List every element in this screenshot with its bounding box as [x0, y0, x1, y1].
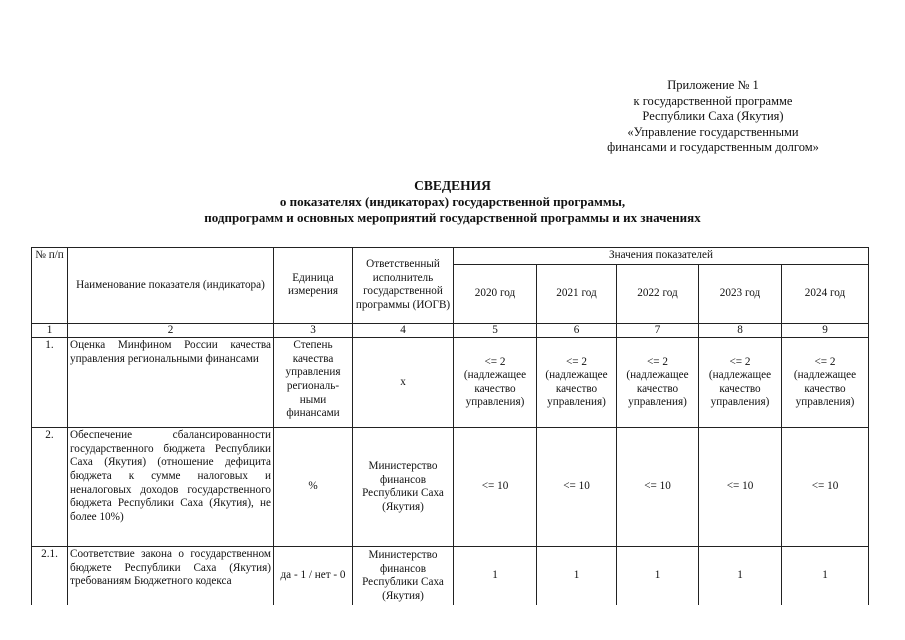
row-value: <= 10 — [617, 428, 699, 547]
table-row — [32, 338, 869, 428]
table-row — [32, 428, 869, 547]
row-name: Соответствие закона о государственном бюджете Республики Саха (Якутия) требованиям Бюджетного кодекса — [68, 547, 274, 606]
column-number: 2 — [68, 323, 274, 338]
indicators-table — [31, 247, 869, 605]
row-unit: Степень качества управления региональ-ными финансами — [274, 338, 353, 428]
header-name: Наименование показателя (индикатора) — [68, 248, 274, 324]
header-year: 2021 год — [537, 264, 617, 323]
row-num: 2.1. — [32, 547, 68, 606]
header-values-group: Значения показателей — [454, 248, 869, 265]
row-value: 1 — [699, 547, 782, 606]
appendix-line: «Управление государственными — [627, 124, 799, 139]
column-number: 4 — [353, 323, 454, 338]
appendix-line: финансами и государственным долгом» — [607, 140, 819, 154]
title-line-2: о показателях (индикаторах) государственной программы, — [279, 194, 626, 209]
row-value: <= 10 — [454, 428, 537, 547]
title-main: СВЕДЕНИЯ — [414, 178, 491, 193]
row-unit: да - 1 / нет - 0 — [274, 547, 353, 606]
column-number: 6 — [537, 323, 617, 338]
header-num: № п/п — [32, 248, 68, 324]
row-unit: % — [274, 428, 353, 547]
column-numbers-row — [32, 323, 869, 338]
header-year: 2023 год — [699, 264, 782, 323]
column-number: 8 — [699, 323, 782, 338]
appendix-note — [563, 78, 863, 156]
row-name: Оценка Минфином России качества управления региональными финансами — [68, 338, 274, 428]
row-value: 1 — [454, 547, 537, 606]
column-number: 5 — [454, 323, 537, 338]
header-unit: Единица измерения — [274, 248, 353, 324]
row-value: <= 2 (надлежащее качество управления) — [617, 338, 699, 428]
row-value: <= 2 (надлежащее качество управления) — [537, 338, 617, 428]
row-value: 1 — [782, 547, 869, 606]
row-value: <= 2 (надлежащее качество управления) — [782, 338, 869, 428]
header-year: 2024 год — [782, 264, 869, 323]
row-value: <= 10 — [699, 428, 782, 547]
header-year: 2020 год — [454, 264, 537, 323]
header-row — [32, 248, 869, 265]
row-value: 1 — [617, 547, 699, 606]
row-value: <= 10 — [537, 428, 617, 547]
row-value: <= 10 — [782, 428, 869, 547]
appendix-line: Республики Саха (Якутия) — [642, 109, 784, 123]
column-number: 1 — [32, 323, 68, 338]
document-title — [0, 178, 905, 226]
column-number: 3 — [274, 323, 353, 338]
row-responsible: Министерство финансов Республики Саха (Якутия) — [353, 428, 454, 547]
row-num: 2. — [32, 428, 68, 547]
table-row — [32, 547, 869, 606]
column-number: 7 — [617, 323, 699, 338]
row-responsible: Министерство финансов Республики Саха (Якутия) — [353, 547, 454, 606]
appendix-line: Приложение № 1 — [667, 78, 759, 92]
row-name: Обеспечение сбалансированности государственного бюджета Республики Саха (Якутия) (отношение дефицита бюджета к сумме налоговых и неналоговых доходов государственного бюджета Республики Саха (Якутия), не более 10%) — [68, 428, 274, 547]
column-number: 9 — [782, 323, 869, 338]
appendix-line: к государственной программе — [633, 93, 793, 108]
header-responsible: Ответственный исполнитель государственной программы (ИОГВ) — [353, 248, 454, 324]
row-num: 1. — [32, 338, 68, 428]
row-value: 1 — [537, 547, 617, 606]
row-value: <= 2 (надлежащее качество управления) — [699, 338, 782, 428]
title-line-3: подпрограмм и основных мероприятий государственной программы и их значениях — [204, 210, 701, 225]
row-value: <= 2 (надлежащее качество управления) — [454, 338, 537, 428]
row-responsible: х — [353, 338, 454, 428]
header-year: 2022 год — [617, 264, 699, 323]
